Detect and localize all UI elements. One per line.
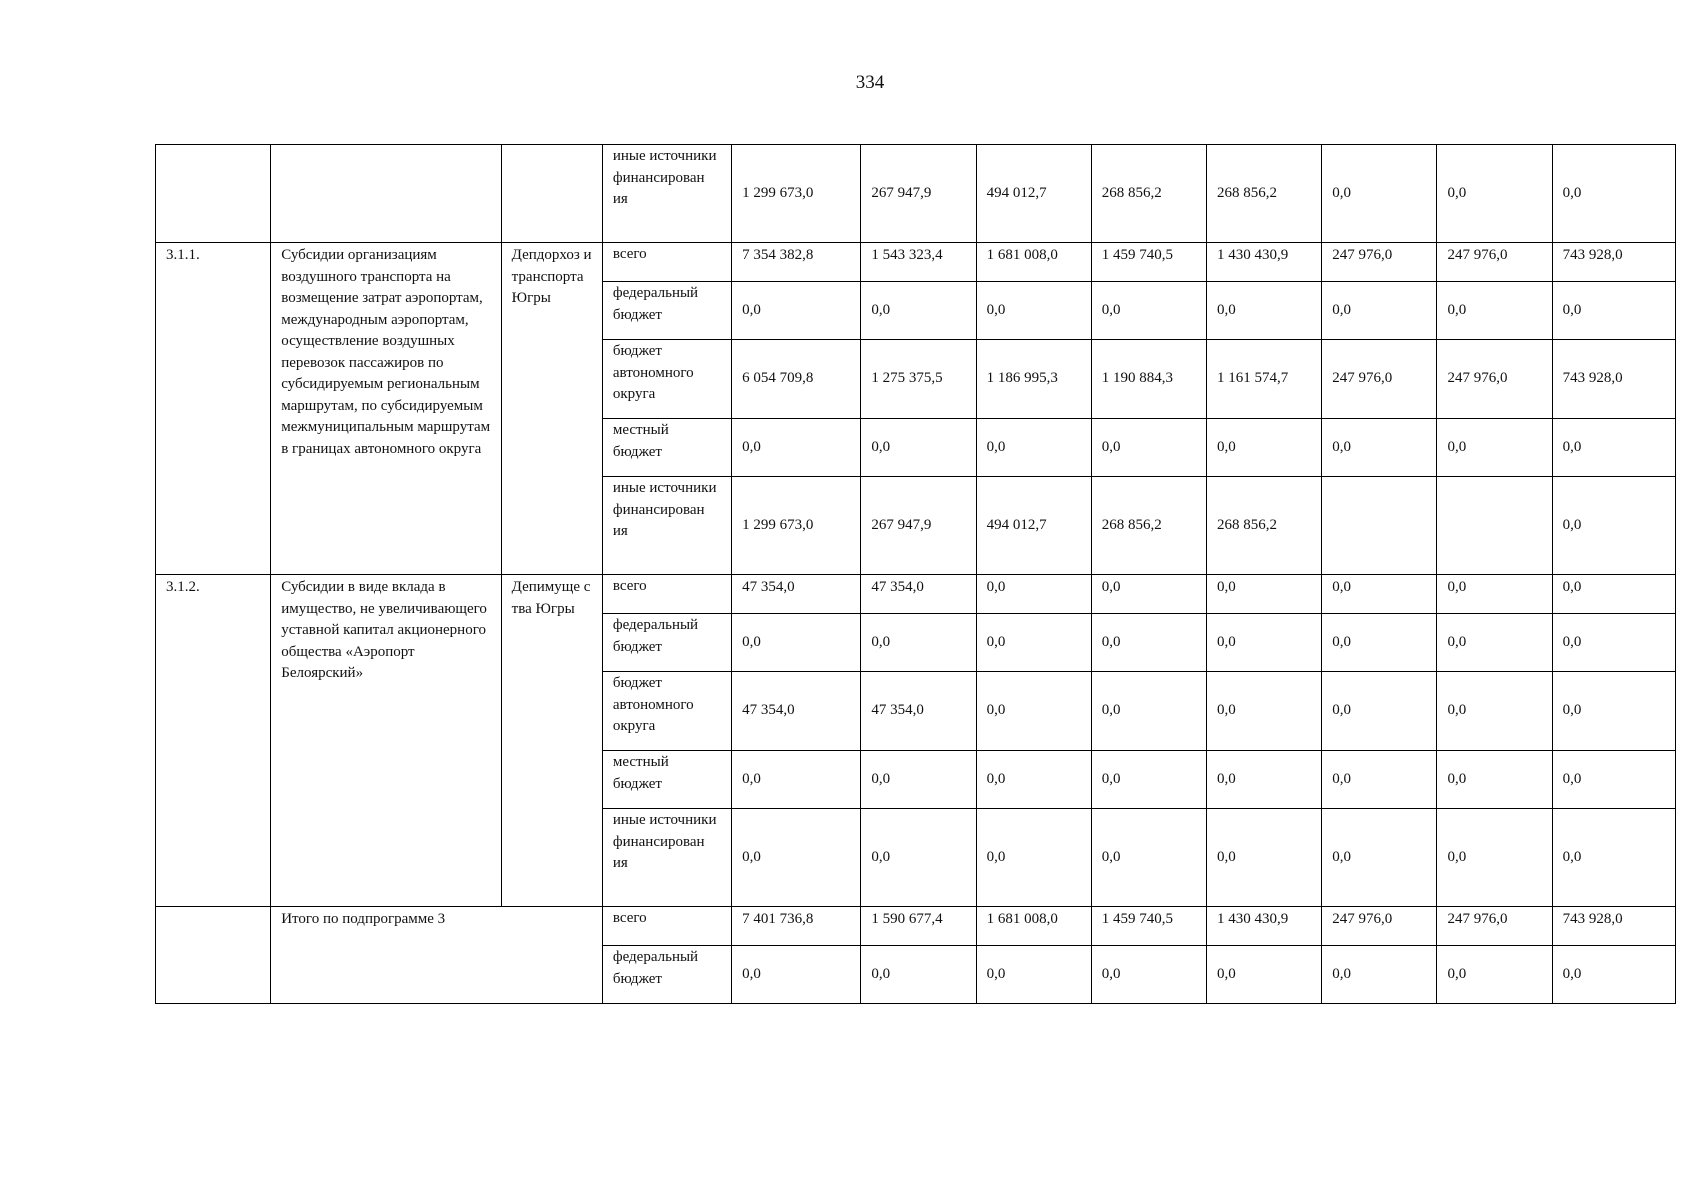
value-cell: 0,0 xyxy=(1322,946,1437,1004)
value-cell: 47 354,0 xyxy=(861,672,976,751)
value-cell: 0,0 xyxy=(1207,809,1322,907)
value-cell: 1 543 323,4 xyxy=(861,243,976,282)
value-cell: 268 856,2 xyxy=(1091,145,1206,243)
value-cell: 0,0 xyxy=(732,946,861,1004)
value-cell: 0,0 xyxy=(976,614,1091,672)
code-cell: 3.1.1. xyxy=(156,243,271,575)
funding-source-cell: всего xyxy=(602,243,731,282)
value-cell: 0,0 xyxy=(1207,614,1322,672)
value-cell: 1 430 430,9 xyxy=(1207,907,1322,946)
value-cell: 0,0 xyxy=(732,614,861,672)
value-cell: 0,0 xyxy=(861,419,976,477)
budget-table xyxy=(155,144,1676,1004)
value-cell: 0,0 xyxy=(976,809,1091,907)
value-cell: 0,0 xyxy=(1552,145,1675,243)
value-cell: 247 976,0 xyxy=(1322,340,1437,419)
value-cell: 7 401 736,8 xyxy=(732,907,861,946)
value-cell: 267 947,9 xyxy=(861,145,976,243)
value-cell: 743 928,0 xyxy=(1552,907,1675,946)
code-cell: 3.1.2. xyxy=(156,575,271,907)
value-cell: 0,0 xyxy=(1091,575,1206,614)
value-cell: 494 012,7 xyxy=(976,477,1091,575)
value-cell: 0,0 xyxy=(976,751,1091,809)
value-cell: 268 856,2 xyxy=(1091,477,1206,575)
value-cell: 0,0 xyxy=(861,751,976,809)
value-cell: 0,0 xyxy=(1091,282,1206,340)
value-cell: 0,0 xyxy=(1552,751,1675,809)
value-cell: 0,0 xyxy=(1437,614,1552,672)
value-cell: 1 430 430,9 xyxy=(1207,243,1322,282)
value-cell: 0,0 xyxy=(976,282,1091,340)
table-body xyxy=(156,145,1676,1004)
funding-source-cell: всего xyxy=(602,907,731,946)
value-cell: 0,0 xyxy=(732,809,861,907)
value-cell: 0,0 xyxy=(1437,809,1552,907)
value-cell: 47 354,0 xyxy=(732,575,861,614)
value-cell: 0,0 xyxy=(1207,282,1322,340)
value-cell: 0,0 xyxy=(1322,575,1437,614)
value-cell: 0,0 xyxy=(861,614,976,672)
value-cell: 247 976,0 xyxy=(1322,243,1437,282)
name-cell xyxy=(271,145,501,243)
funding-source-cell: федеральный бюджет xyxy=(602,282,731,340)
funding-source-cell: иные источники финансирован ия xyxy=(602,145,731,243)
value-cell: 0,0 xyxy=(1437,145,1552,243)
value-cell: 0,0 xyxy=(1091,419,1206,477)
value-cell: 268 856,2 xyxy=(1207,477,1322,575)
value-cell: 0,0 xyxy=(1322,809,1437,907)
value-cell: 0,0 xyxy=(1322,282,1437,340)
table-row xyxy=(156,907,1676,946)
value-cell: 0,0 xyxy=(1091,809,1206,907)
value-cell: 247 976,0 xyxy=(1437,340,1552,419)
value-cell: 1 161 574,7 xyxy=(1207,340,1322,419)
table-row xyxy=(156,145,1676,243)
value-cell: 0,0 xyxy=(861,282,976,340)
value-cell: 0,0 xyxy=(1552,946,1675,1004)
value-cell: 267 947,9 xyxy=(861,477,976,575)
value-cell: 743 928,0 xyxy=(1552,340,1675,419)
value-cell: 0,0 xyxy=(1207,575,1322,614)
value-cell: 1 190 884,3 xyxy=(1091,340,1206,419)
value-cell xyxy=(1437,477,1552,575)
value-cell: 1 681 008,0 xyxy=(976,907,1091,946)
funding-source-cell: иные источники финансирован ия xyxy=(602,809,731,907)
total-label-cell: Итого по подпрограмме 3 xyxy=(271,907,603,1004)
value-cell: 0,0 xyxy=(1091,946,1206,1004)
value-cell: 0,0 xyxy=(1322,751,1437,809)
value-cell: 0,0 xyxy=(1322,419,1437,477)
value-cell: 1 275 375,5 xyxy=(861,340,976,419)
value-cell: 0,0 xyxy=(1552,672,1675,751)
value-cell: 0,0 xyxy=(1437,672,1552,751)
executor-cell xyxy=(501,145,602,243)
funding-source-cell: бюджет автономного округа xyxy=(602,340,731,419)
value-cell: 0,0 xyxy=(1091,614,1206,672)
value-cell: 0,0 xyxy=(1437,419,1552,477)
value-cell: 0,0 xyxy=(861,809,976,907)
value-cell: 6 054 709,8 xyxy=(732,340,861,419)
value-cell: 0,0 xyxy=(976,575,1091,614)
value-cell: 247 976,0 xyxy=(1437,907,1552,946)
value-cell: 0,0 xyxy=(1552,477,1675,575)
value-cell xyxy=(1322,477,1437,575)
funding-source-cell: федеральный бюджет xyxy=(602,946,731,1004)
value-cell: 7 354 382,8 xyxy=(732,243,861,282)
value-cell: 0,0 xyxy=(1437,575,1552,614)
value-cell: 0,0 xyxy=(1437,946,1552,1004)
value-cell: 0,0 xyxy=(1322,145,1437,243)
value-cell: 1 459 740,5 xyxy=(1091,907,1206,946)
funding-source-cell: всего xyxy=(602,575,731,614)
value-cell: 0,0 xyxy=(1437,282,1552,340)
value-cell: 1 299 673,0 xyxy=(732,477,861,575)
executor-cell: Депимуще ства Югры xyxy=(501,575,602,907)
value-cell: 1 459 740,5 xyxy=(1091,243,1206,282)
value-cell: 0,0 xyxy=(1322,614,1437,672)
value-cell: 268 856,2 xyxy=(1207,145,1322,243)
table-row xyxy=(156,243,1676,282)
funding-source-cell: местный бюджет xyxy=(602,751,731,809)
value-cell: 1 681 008,0 xyxy=(976,243,1091,282)
value-cell: 0,0 xyxy=(1207,672,1322,751)
value-cell: 0,0 xyxy=(1552,575,1675,614)
value-cell: 0,0 xyxy=(1091,672,1206,751)
value-cell: 1 299 673,0 xyxy=(732,145,861,243)
value-cell: 0,0 xyxy=(976,419,1091,477)
value-cell: 1 186 995,3 xyxy=(976,340,1091,419)
value-cell: 47 354,0 xyxy=(732,672,861,751)
value-cell: 0,0 xyxy=(732,419,861,477)
value-cell: 47 354,0 xyxy=(861,575,976,614)
name-cell: Субсидии в виде вклада в имущество, не увеличивающего уставной капитал акционерного общества «Аэропорт Белоярский» xyxy=(271,575,501,907)
page-number: 334 xyxy=(855,72,885,93)
funding-source-cell: местный бюджет xyxy=(602,419,731,477)
value-cell: 743 928,0 xyxy=(1552,243,1675,282)
value-cell: 1 590 677,4 xyxy=(861,907,976,946)
value-cell: 247 976,0 xyxy=(1437,243,1552,282)
value-cell: 0,0 xyxy=(732,751,861,809)
value-cell: 247 976,0 xyxy=(1322,907,1437,946)
name-cell: Субсидии организациям воздушного транспорта на возмещение затрат аэропортам, международным аэропортам, осуществление воздушных перевозок пассажиров по субсидируемым региональным маршрутам, по субсидируемым межмуниципальным маршрутам в границах автономного округа xyxy=(271,243,501,575)
value-cell: 0,0 xyxy=(1552,282,1675,340)
value-cell: 0,0 xyxy=(1322,672,1437,751)
value-cell: 0,0 xyxy=(976,672,1091,751)
value-cell: 0,0 xyxy=(1207,419,1322,477)
value-cell: 0,0 xyxy=(1552,809,1675,907)
table-row xyxy=(156,575,1676,614)
value-cell: 0,0 xyxy=(732,282,861,340)
funding-source-cell: иные источники финансирован ия xyxy=(602,477,731,575)
funding-source-cell: бюджет автономного округа xyxy=(602,672,731,751)
value-cell: 0,0 xyxy=(1437,751,1552,809)
value-cell: 494 012,7 xyxy=(976,145,1091,243)
value-cell: 0,0 xyxy=(1552,419,1675,477)
value-cell: 0,0 xyxy=(1091,751,1206,809)
executor-cell: Депдорхоз и транспорта Югры xyxy=(501,243,602,575)
funding-source-cell: федеральный бюджет xyxy=(602,614,731,672)
value-cell: 0,0 xyxy=(976,946,1091,1004)
value-cell: 0,0 xyxy=(1207,946,1322,1004)
code-cell xyxy=(156,145,271,243)
code-cell xyxy=(156,907,271,1004)
value-cell: 0,0 xyxy=(861,946,976,1004)
value-cell: 0,0 xyxy=(1207,751,1322,809)
value-cell: 0,0 xyxy=(1552,614,1675,672)
